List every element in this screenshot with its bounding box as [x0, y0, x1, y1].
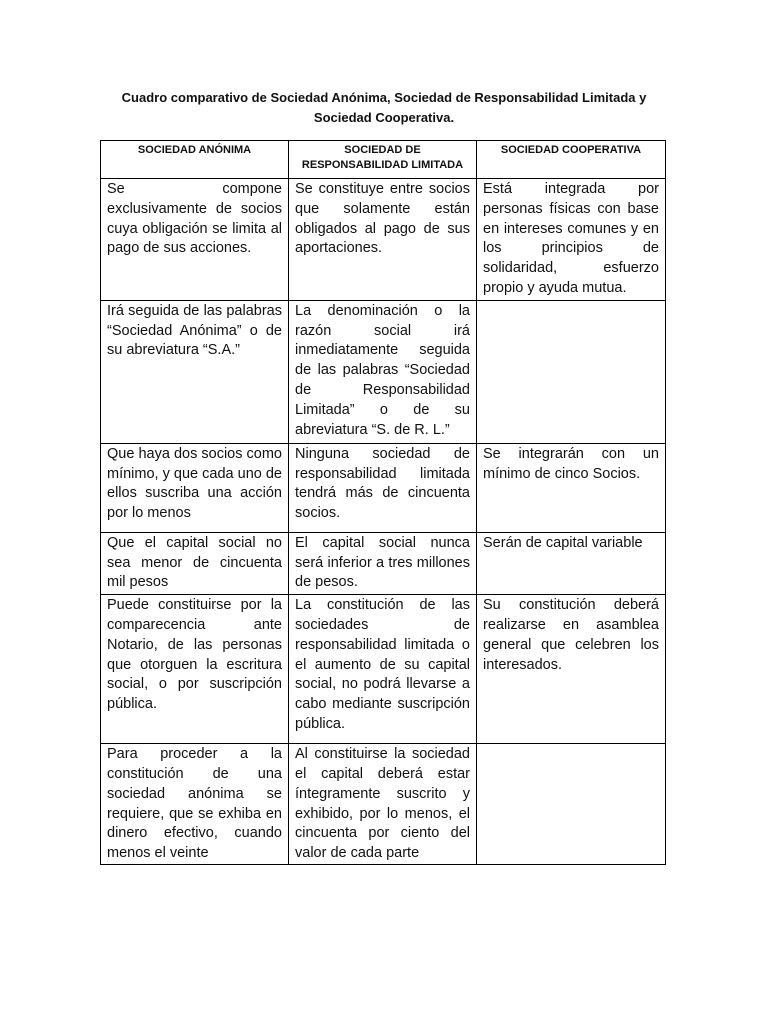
- header-sociedad-responsabilidad-limitada: SOCIEDAD DE RESPONSABILIDAD LIMITADA: [289, 141, 477, 179]
- cell-cooperativa: Serán de capital variable: [477, 532, 666, 594]
- cell-limitada: [289, 744, 477, 865]
- cell-anonima: Que haya dos socios como mínimo, y que cada uno de ellos suscriba una acción por lo menos: [101, 443, 289, 532]
- cell-cooperativa: [477, 300, 666, 443]
- cell-anonima-text: Para proceder a la constitución de una sociedad anónima se requiere, que se exhiba en dinero efectivo, cuando menos el veinte: [107, 746, 282, 862]
- table-row: [101, 300, 666, 443]
- cell-cooperativa: Su constitución deberá realizarse en asamblea general que celebren los interesados.: [477, 595, 666, 744]
- header-sociedad-anonima: SOCIEDAD ANÓNIMA: [101, 141, 289, 179]
- cell-cooperativa: Se integrarán con un mínimo de cinco Socios.: [477, 443, 666, 532]
- table-header-row: [101, 141, 666, 179]
- cell-cooperativa: Está integrada por personas físicas con base en intereses comunes y en los principios de solidaridad, esfuerzo propio y ayuda mutua.: [477, 179, 666, 301]
- table-row: [101, 443, 666, 532]
- table-row: [101, 179, 666, 301]
- cell-limitada-text: Al constituirse la sociedad el capital deberá estar íntegramente suscrito y exhibido, por lo menos, el cincuenta por ciento del valor de cada parte: [295, 746, 470, 862]
- cell-cooperativa: [477, 744, 666, 865]
- table-row: [101, 532, 666, 594]
- document-title: Cuadro comparativo de Sociedad Anónima, Sociedad de Responsabilidad Limitada y Sociedad Cooperativa.: [121, 90, 647, 125]
- cell-anonima: Que el capital social no sea menor de cincuenta mil pesos: [101, 532, 289, 594]
- cell-limitada: Ninguna sociedad de responsabilidad limitada tendrá más de cincuenta socios.: [289, 443, 477, 532]
- table-row: [101, 595, 666, 744]
- cell-anonima: Puede constituirse por la comparecencia ante Notario, de las personas que otorguen la escritura social, o por suscripción pública.: [101, 595, 289, 744]
- cell-anonima: [101, 744, 289, 865]
- cell-anonima: Irá seguida de las palabras “Sociedad Anónima” o de su abreviatura “S.A.”: [101, 300, 289, 443]
- table-row: [101, 744, 666, 865]
- cell-limitada: La constitución de las sociedades de responsabilidad limitada o el aumento de su capital social, no podrá llevarse a cabo mediante suscripción pública.: [289, 595, 477, 744]
- cell-limitada: El capital social nunca será inferior a tres millones de pesos.: [289, 532, 477, 594]
- cell-anonima: Se compone exclusivamente de socios cuya obligación se limita al pago de sus acciones.: [101, 179, 289, 301]
- header-sociedad-cooperativa: SOCIEDAD COOPERATIVA: [477, 141, 666, 179]
- cell-limitada: Se constituye entre socios que solamente están obligados al pago de sus aportaciones.: [289, 179, 477, 301]
- comparison-table: [100, 140, 666, 865]
- cell-limitada: La denominación o la razón social irá inmediatamente seguida de las palabras “Sociedad de Responsabilidad Limitada” o de su abreviatura “S. de R. L.”: [289, 300, 477, 443]
